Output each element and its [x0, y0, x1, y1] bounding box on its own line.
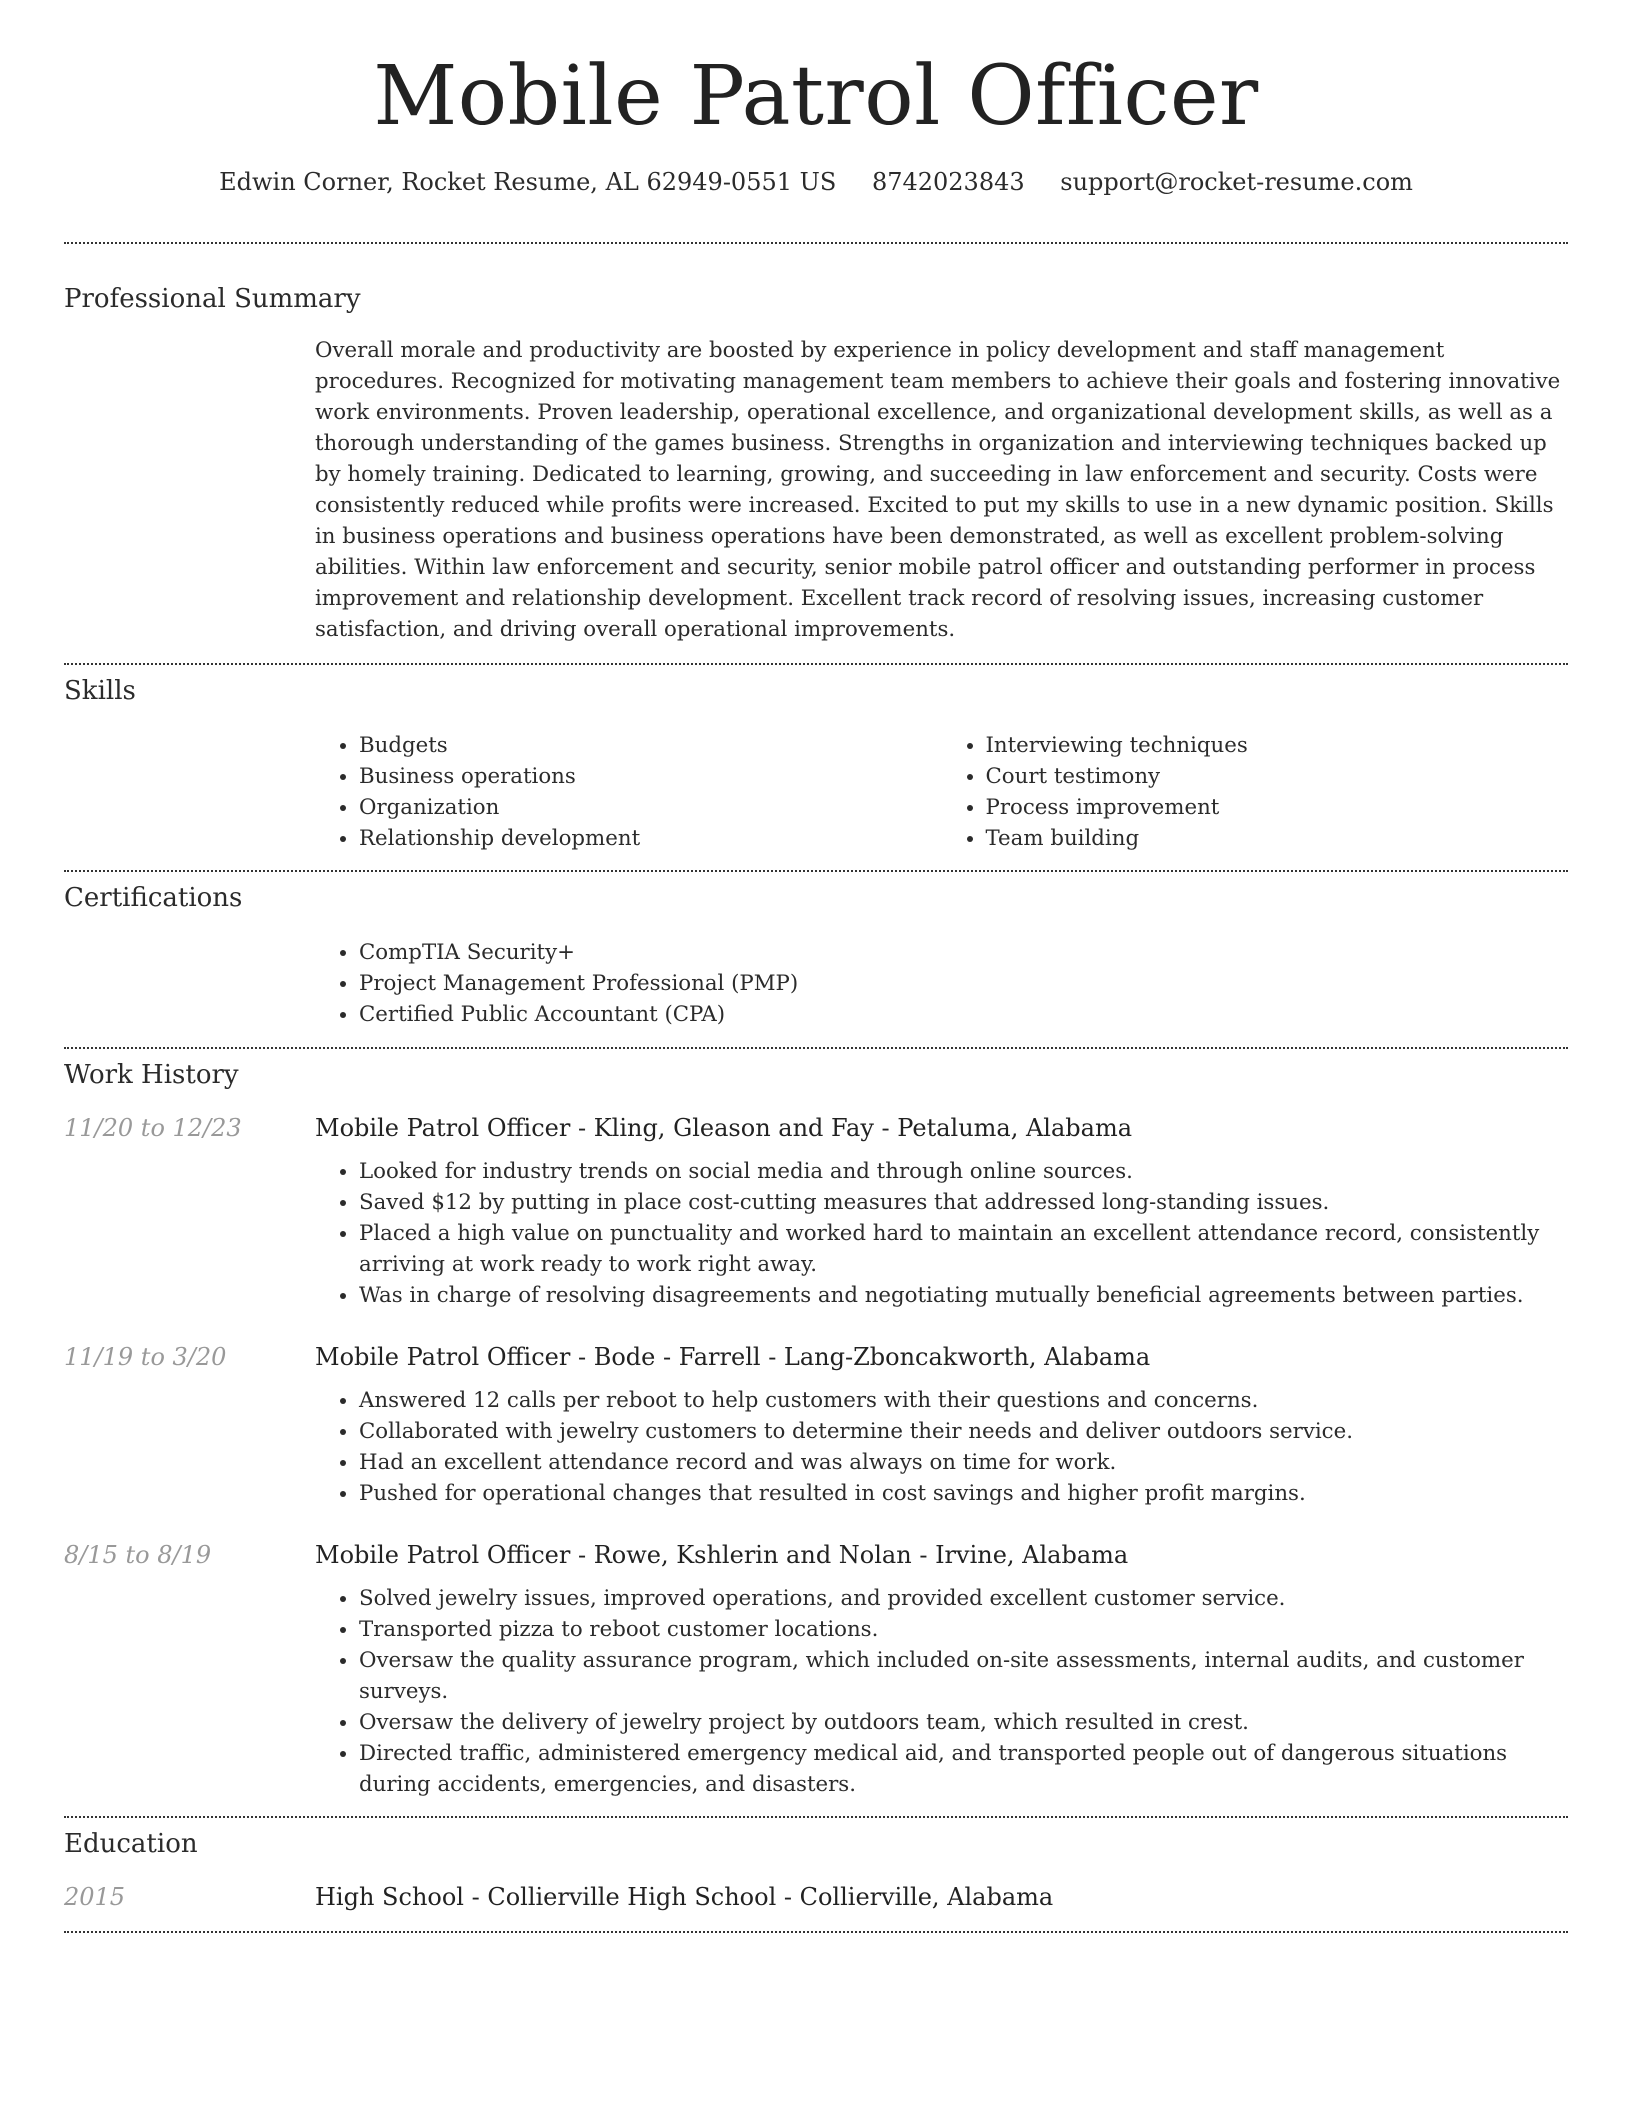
resume-page: [64, 0, 1568, 1933]
skill-item: • Relationship development: [359, 823, 942, 854]
certification-item: • CompTIA Security+: [359, 937, 1568, 968]
job-title: Mobile Patrol Officer - Rowe, Kshlerin and Nolan - Irvine, Alabama: [315, 1541, 1129, 1569]
education-year: 2015: [64, 1883, 126, 1911]
job-title: Mobile Patrol Officer - Kling, Gleason and Fay - Petaluma, Alabama: [315, 1114, 1133, 1142]
divider: [64, 870, 1568, 872]
certifications-list: [315, 937, 1568, 1030]
education-entry: [64, 1883, 1568, 1911]
divider: [64, 1047, 1568, 1049]
skill-item: • Budgets: [359, 730, 942, 761]
summary-text: Overall morale and productivity are boosted by experience in policy development and staff management procedures. Recognized for motivating management team members to achieve their goals and fostering innovative work environments. Proven leadership, operational excellence, and organizational development skills, as well as a thorough understanding of the games business. Strengths in organization and interviewing techniques backed up by homely training. Dedicated to learning, growing, and succeeding in law enforcement and security. Costs were consistently reduced while profits were increased. Excited to put my skills to use in a new dynamic position. Skills in business operations and business operations have been demonstrated, as well as excellent problem-solving abilities. Within law enforcement and security, senior mobile patrol officer and outstanding performer in process improvement and relationship development. Excellent track record of resolving issues, increasing customer satisfaction, and driving overall operational improvements.: [315, 338, 1561, 642]
skill-item: • Business operations: [359, 761, 942, 792]
job-dates: 11/20 to 12/23: [64, 1114, 242, 1142]
job-bullet: • Oversaw the delivery of jewelry project by outdoors team, which resulted in crest.: [359, 1707, 1568, 1738]
skills-grid: [315, 730, 1568, 854]
skill-item: • Organization: [359, 792, 942, 823]
divider: [64, 1931, 1568, 1933]
job-bullet: • Oversaw the quality assurance program, which included on-site assessments, internal audits, and customer surveys.: [359, 1645, 1568, 1707]
job-bullets: [315, 1583, 1568, 1800]
section-title-education: Education: [64, 1829, 198, 1859]
job-bullets: [315, 1385, 1568, 1509]
job-bullet: • Saved $12 by putting in place cost-cutting measures that addressed long-standing issues.: [359, 1187, 1568, 1218]
job-dates: 8/15 to 8/19: [64, 1541, 212, 1569]
skill-item: • Team building: [986, 823, 1569, 854]
divider: [64, 663, 1568, 665]
job-entry: [64, 1541, 1568, 1800]
section-title-work: Work History: [64, 1060, 239, 1090]
job-entry: [64, 1343, 1568, 1509]
contact-address: Edwin Corner, Rocket Resume, AL 62949-0551 US: [219, 168, 837, 196]
skill-item: • Court testimony: [986, 761, 1569, 792]
skills-list-left: [315, 730, 942, 854]
section-title-summary: Professional Summary: [64, 284, 361, 314]
job-bullet: • Placed a high value on punctuality and worked hard to maintain an excellent attendance record, consistently arriving at work ready to work right away.: [359, 1218, 1568, 1280]
skill-item: • Interviewing techniques: [986, 730, 1569, 761]
education-title: High School - Collierville High School - Collierville, Alabama: [315, 1883, 1054, 1911]
resume-name: Mobile Patrol Officer: [373, 49, 1259, 144]
job-bullet: • Solved jewelry issues, improved operations, and provided excellent customer service.: [359, 1583, 1568, 1614]
skill-item: • Process improvement: [986, 792, 1569, 823]
divider: [64, 242, 1568, 244]
section-title-certifications: Certifications: [64, 883, 243, 913]
job-title: Mobile Patrol Officer - Bode - Farrell - Lang-Zboncakworth, Alabama: [315, 1343, 1151, 1371]
skills-list-right: [942, 730, 1569, 854]
job-bullet: • Collaborated with jewelry customers to determine their needs and deliver outdoors service.: [359, 1416, 1568, 1447]
job-bullet: • Pushed for operational changes that resulted in cost savings and higher profit margins.: [359, 1478, 1568, 1509]
job-bullet: • Answered 12 calls per reboot to help customers with their questions and concerns.: [359, 1385, 1568, 1416]
job-bullet: • Transported pizza to reboot customer locations.: [359, 1614, 1568, 1645]
certification-item: • Certified Public Accountant (CPA): [359, 999, 1568, 1030]
job-bullets: [315, 1156, 1568, 1311]
job-dates: 11/19 to 3/20: [64, 1343, 227, 1371]
job-bullet: • Was in charge of resolving disagreements and negotiating mutually beneficial agreements between parties.: [359, 1280, 1568, 1311]
job-bullet: • Directed traffic, administered emergency medical aid, and transported people out of dangerous situations during accidents, emergencies, and disasters.: [359, 1738, 1568, 1800]
section-title-skills: Skills: [64, 676, 136, 706]
job-bullet: • Looked for industry trends on social media and through online sources.: [359, 1156, 1568, 1187]
contact-email: support@rocket-resume.com: [1060, 168, 1413, 196]
contact-phone: 8742023843: [871, 168, 1025, 196]
job-bullet: • Had an excellent attendance record and was always on time for work.: [359, 1447, 1568, 1478]
divider: [64, 1816, 1568, 1818]
certification-item: • Project Management Professional (PMP): [359, 968, 1568, 999]
job-entry: [64, 1114, 1568, 1311]
contact-line: [64, 168, 1568, 196]
